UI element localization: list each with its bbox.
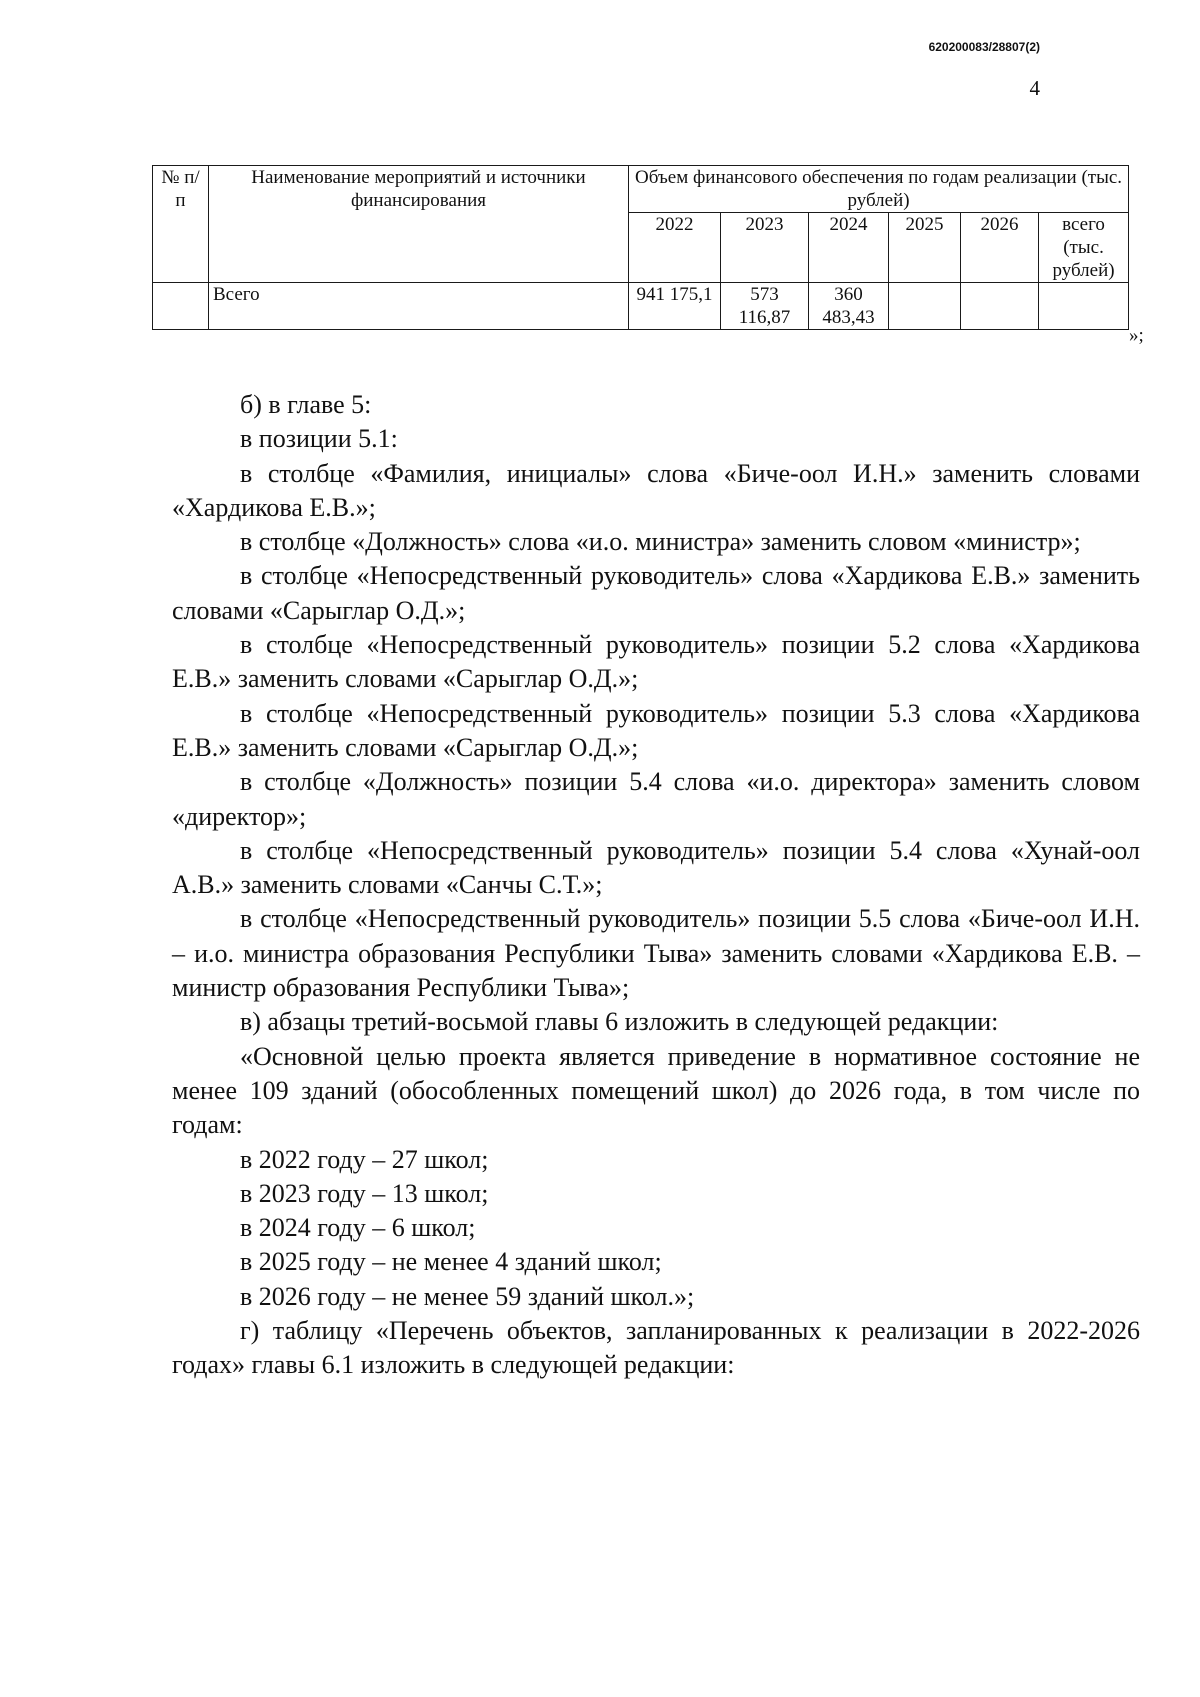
row-value-2022: 941 175,1: [629, 283, 721, 330]
row-value-2024: 360 483,43: [809, 283, 889, 330]
row-value-total: [1039, 283, 1129, 330]
page-number: 4: [1029, 76, 1040, 100]
paragraph: в столбце «Непосредственный руководитель» слова «Хардикова Е.В.» заменить словами «Сарыглар О.Д.»;: [172, 561, 1140, 625]
paragraph: в столбце «Должность» позиции 5.4 слова «и.о. директора» заменить словом «директор»;: [172, 767, 1140, 831]
paragraph: в) абзацы третий-восьмой главы 6 изложить в следующей редакции:: [240, 1007, 999, 1037]
body-text: [172, 388, 1140, 1383]
row-value-2023: 573 116,87: [721, 283, 809, 330]
paragraph: в столбце «Непосредственный руководитель» позиции 5.5 слова «Биче-оол И.Н. – и.о. министра образования Республики Тыва» заменить словами «Хардикова Е.В. – министр образования Республики Тыва»;: [172, 904, 1140, 1003]
header-cell-total: всего (тыс. рублей): [1039, 213, 1129, 283]
header-year-2025: 2025: [889, 213, 961, 283]
paragraph: в столбце «Непосредственный руководитель» позиции 5.3 слова «Хардикова Е.В.» заменить словами «Сарыглар О.Д.»;: [172, 698, 1140, 762]
paragraph: г) таблицу «Перечень объектов, запланированных к реализации в 2022-2026 годах» главы 6.1 изложить в следующей редакции:: [172, 1316, 1140, 1380]
header-cell-name: Наименование мероприятий и источники финансирования: [209, 166, 629, 283]
paragraph: в столбце «Фамилия, инициалы» слова «Биче-оол И.Н.» заменить словами «Хардикова Е.В.»;: [172, 458, 1140, 522]
table-header-row: [153, 166, 1129, 213]
paragraph: в 2025 году – не менее 4 зданий школ;: [240, 1247, 662, 1277]
header-cell-number: № п/п: [153, 166, 209, 283]
header-year-2022: 2022: [629, 213, 721, 283]
row-value-2025: [889, 283, 961, 330]
header-year-2023: 2023: [721, 213, 809, 283]
paragraph: в 2023 году – 13 школ;: [240, 1178, 489, 1208]
header-year-2024: 2024: [809, 213, 889, 283]
document-id: 620200083/28807(2): [928, 40, 1040, 54]
header-cell-volume: Объем финансового обеспечения по годам реализации (тыс. рублей): [629, 166, 1129, 213]
paragraph: в позиции 5.1:: [240, 424, 398, 454]
paragraph: в столбце «Непосредственный руководитель» позиции 5.2 слова «Хардикова Е.В.» заменить словами «Сарыглар О.Д.»;: [172, 630, 1140, 694]
paragraph: в столбце «Должность» слова «и.о. министра» заменить словом «министр»;: [240, 527, 1081, 557]
table-row: [153, 283, 1129, 330]
paragraph: в 2022 году – 27 школ;: [240, 1144, 489, 1174]
header-year-2026: 2026: [961, 213, 1039, 283]
row-number-cell: [153, 283, 209, 330]
row-value-2026: [961, 283, 1039, 330]
paragraph: б) в главе 5:: [240, 390, 372, 419]
paragraph: «Основной целью проекта является приведение в нормативное состояние не менее 109 зданий (обособленных помещений школ) до 2026 года, в том числе по годам:: [172, 1041, 1140, 1140]
financing-table: [152, 165, 1129, 330]
paragraph: в 2024 году – 6 школ;: [240, 1213, 476, 1243]
paragraph: в 2026 году – не менее 59 зданий школ.»;: [240, 1281, 695, 1311]
row-name-cell: Всего: [209, 283, 629, 330]
table-closing-mark: »;: [1129, 325, 1144, 346]
paragraph: в столбце «Непосредственный руководитель» позиции 5.4 слова «Хунай-оол А.В.» заменить словами «Санчы С.Т.»;: [172, 835, 1140, 900]
